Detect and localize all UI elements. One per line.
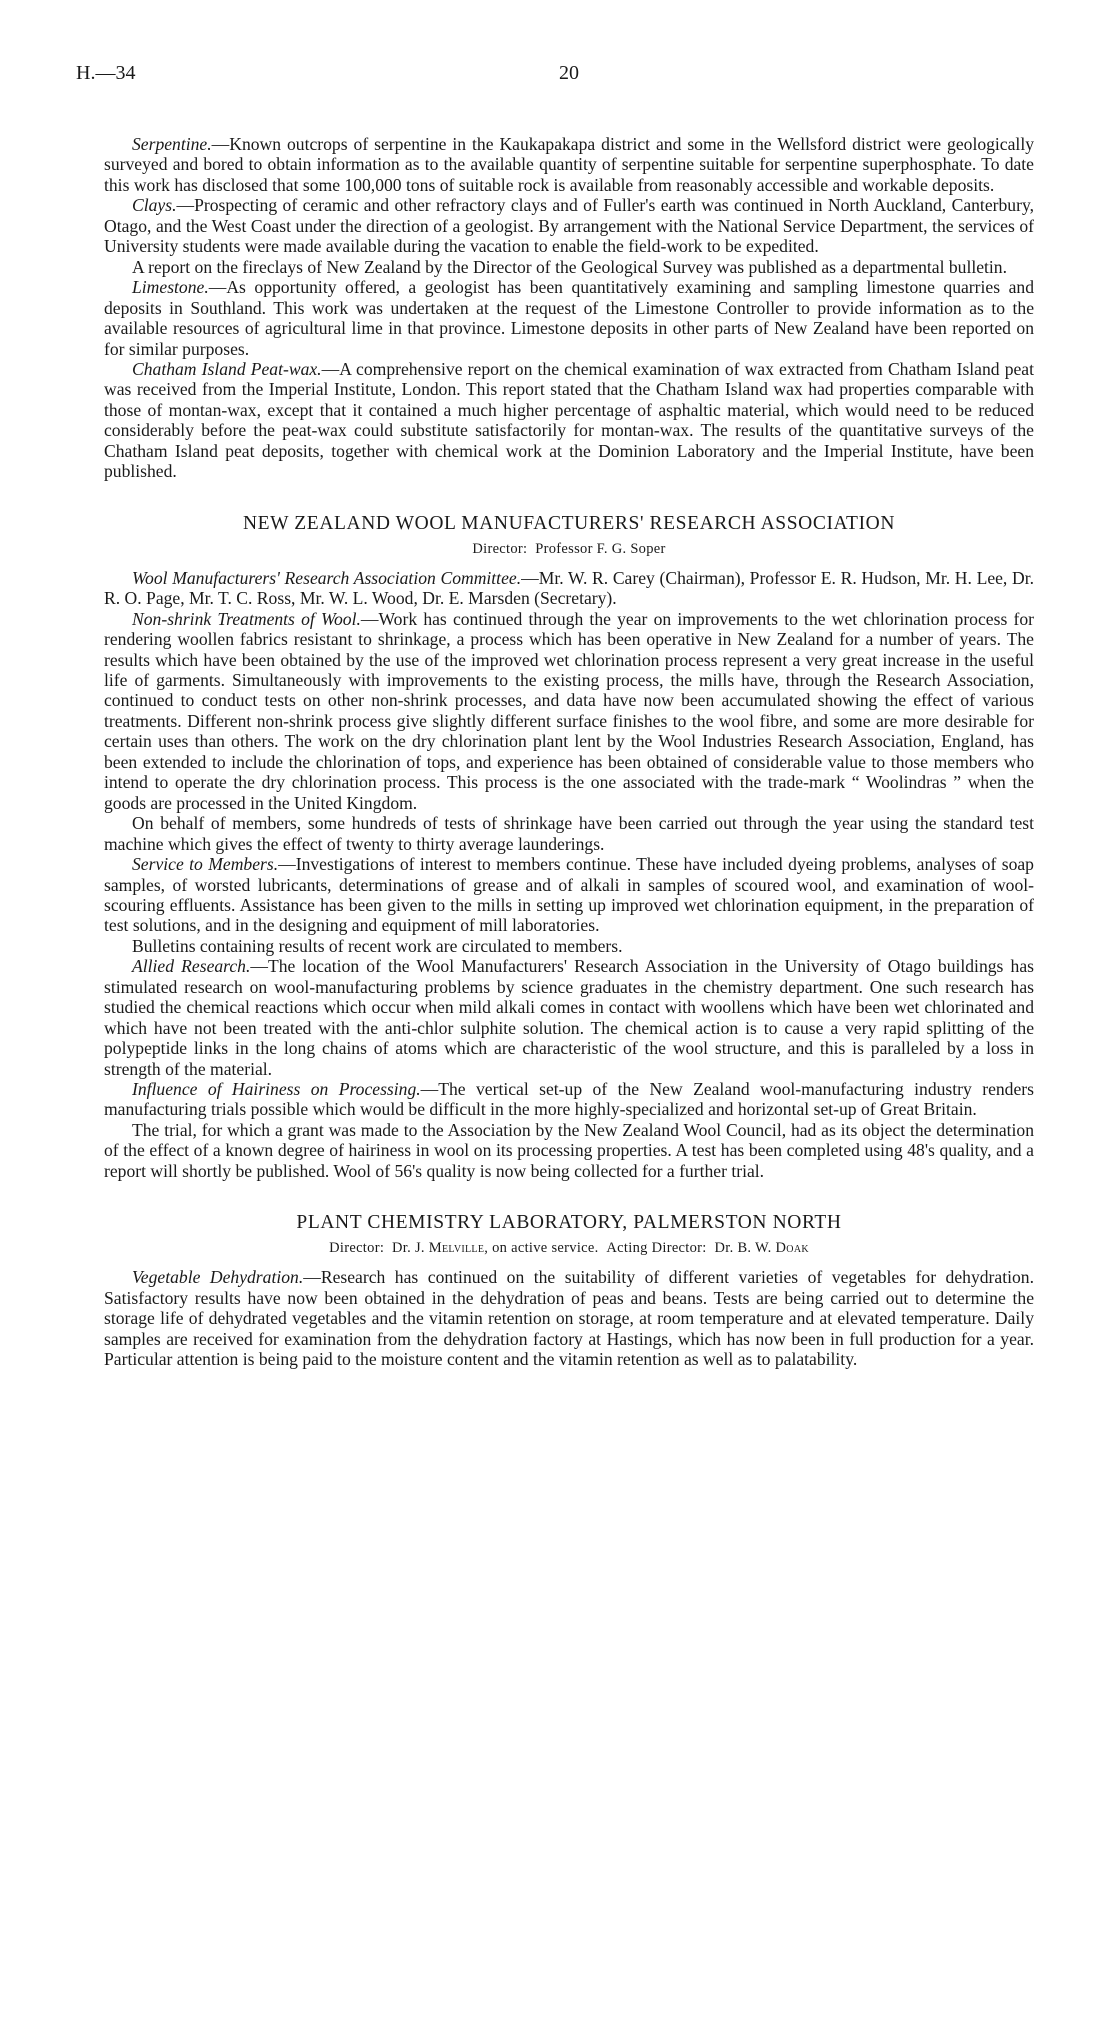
paragraph-fireclays-report — [104, 257, 1034, 277]
paragraph-non-shrink — [104, 609, 1034, 814]
paragraph-text: —Known outcrops of serpentine in the Kaukapakapa district and some in the Wellsford district were geologically surveyed and bored to obtain information as to the available quantity of serpentine suitable for serpentine superphosphate. To date this work has disclosed that some 100,000 tons of suitable rock is available from reasonably accessible and workable deposits. — [104, 134, 1034, 195]
paragraph-limestone — [104, 277, 1034, 359]
paragraph-bulletins — [104, 936, 1034, 956]
paragraph-committee — [104, 568, 1034, 609]
section-heading-plant-chemistry: PLANT CHEMISTRY LABORATORY, PALMERSTON NORTH — [296, 1212, 842, 1234]
paragraph-service-to-members — [104, 854, 1034, 936]
paragraph-lead: Limestone. — [132, 277, 209, 298]
paragraph-text: —A comprehensive report on the chemical examination of wax extracted from Chatham Island peat was received from the Imperial Institute, London. This report stated that the Chatham Island wax had properties comparable with those of montan-wax, except that it contained a much higher percentage of asphaltic material, which would need to be reduced considerably before the peat-wax could substitute satisfactorily for montan-wax. The results of the quantitative surveys of the Chatham Island peat deposits, together with chemical work at the Dominion Laboratory and the Imperial Institute, have been published. — [104, 358, 1035, 482]
acting-director-title: Dr. B. W. — [714, 1240, 772, 1257]
paragraph-lead: Service to Members. — [132, 854, 279, 875]
paragraph-text: —Prospecting of ceramic and other refractory clays and of Fuller's earth was continued in North Auckland, Canterbury, Otago, and the West Coast under the direction of a geologist. By arrangement with the National Service Department, the services of University students were made available during the vacation to enable the field-work to be expedited. — [104, 195, 1034, 257]
page-number: 20 — [559, 62, 579, 84]
paragraph-text: —Mr. W. R. Carey (Chairman), Professor E. R. Hudson, Mr. H. Lee, Dr. R. O. Page, Mr. T. C. Ross, Mr. W. L. Wood, Dr. E. Marsden (Secretary). — [104, 567, 1034, 609]
paragraph-lead: Non-shrink Treatments of Wool. — [132, 608, 361, 629]
paragraph-shrinkage-tests — [104, 813, 1034, 854]
director-label: Director: — [472, 540, 528, 557]
body-text — [104, 134, 1034, 1370]
paragraph-text: —Investigations of interest to members continue. These have included dyeing problems, analyses of soap samples, of worsted lubricants, determinations of grease and of alkali in samples of scoured wool, and examination of wool-scouring effluents. Assistance has been given to the mills in setting up improved wet chlorination equipment, in the preparation of test solutions, and in the designing and equipment of mill laboratories. — [104, 854, 1034, 936]
paragraph-allied-research — [104, 956, 1034, 1079]
paragraph-hairiness-trial — [104, 1120, 1034, 1181]
running-head — [76, 56, 1034, 90]
director-note: , on active service. — [484, 1240, 599, 1257]
paragraph-lead: Chatham Island Peat-wax. — [132, 358, 322, 379]
paragraph-lead: Vegetable Dehydration. — [132, 1267, 304, 1288]
paragraph-text: —The location of the Wool Manufacturers' Research Association in the University of Otago buildings has stimulated research on wool-manufacturing problems by science graduates in the chemistry department. One such research has studied the chemical reactions which occur when mild alkali comes in contact with woollens which have been wet chlorinated and which have not been treated with the anti-chlor sulphite solution. The chemical action is to cause a very rapid splitting of the polypeptide links in the long chains of atoms which are characteristic of the wool structure, and this is paralleled by a loss in strength of the material. — [104, 956, 1034, 1079]
paragraph-hairiness — [104, 1079, 1034, 1120]
paragraph-text: Bulletins containing results of recent work are circulated to members. — [132, 935, 623, 956]
paragraph-lead: Clays. — [132, 195, 177, 216]
paragraph-text: The trial, for which a grant was made to the Association by the New Zealand Wool Council, had as its object the determination of the effect of a known degree of hairiness in wool on its processing properties. A test has been completed using 48's quality, and a report will shortly be published. Wool of 56's quality is now being collected for a further trial. — [104, 1119, 1034, 1181]
document-reference: H.—34 — [76, 62, 136, 84]
paragraph-chatham-peat-wax — [104, 359, 1034, 482]
director-line-wool — [104, 538, 1034, 560]
paragraph-lead: Influence of Hairiness on Processing. — [132, 1079, 421, 1100]
paragraph-text: A report on the fireclays of New Zealand by the Director of the Geological Survey was published as a departmental bulletin. — [132, 256, 1008, 277]
paragraph-text: —As opportunity offered, a geologist has been quantitatively examining and sampling limestone quarries and deposits in Southland. This work was undertaken at the request of the Limestone Controller to provide information as to the available resources of agricultural lime in that province. Limestone deposits in other parts of New Zealand have been reported on for similar purposes. — [104, 277, 1034, 359]
director-name: Professor F. G. Soper — [535, 540, 666, 557]
paragraph-lead: Allied Research. — [132, 956, 251, 977]
paragraph-vegetable-dehydration — [104, 1267, 1034, 1369]
paragraph-text: On behalf of members, some hundreds of tests of shrinkage have been carried out through the year using the standard test machine which gives the effect of twenty to thirty average launderings. — [104, 813, 1034, 854]
director-label: Director: — [329, 1240, 385, 1257]
acting-director-label: Acting Director: — [606, 1240, 707, 1257]
director-line-plant — [104, 1237, 1034, 1259]
paragraph-lead: Wool Manufacturers' Research Association Committee. — [132, 567, 522, 588]
paragraph-text: —Work has continued through the year on improvements to the wet chlorination process for rendering woollen fabrics resistant to shrinkage, a process which has been operative in New Zealand for a number of years. The results which have been obtained by the use of the improved wet chlorination process represent a very great increase in the useful life of garments. Simultaneously with improvements to the existing process, the mills have, through the Research Association, continued to conduct tests on other non-shrink processes, and data have now been accumulated showing the effect of various treatments. Different non-shrink process give slightly different surface finishes to the wool fibre, and some are more desirable for certain uses than others. The work on the dry chlorination plant lent by the Wool Industries Research Association, England, has been extended to include the chlorination of tops, and experience has been obtained of considerable value to those members who intend to operate the dry chlorination process. This process is the one associated with the trade-mark “ Woolindras ” when the goods are processed in the United Kingdom. — [104, 608, 1034, 813]
paragraph-serpentine — [104, 134, 1034, 195]
paragraph-text: —Research has continued on the suitability of different varieties of vegetables for dehydration. Satisfactory results have now been obtained in the dehydration of peas and beans. Tests are being carried out to determine the storage life of dehydrated vegetables and the vitamin retention on storage, at room temperature and at elevated temperature. Daily samples are received for examination from the dehydration factory at Hastings, which has now been in full production for a year. Particular attention is being paid to the moisture content and the vitamin retention as well as to palatability. — [104, 1267, 1034, 1370]
director-surname: Melville — [428, 1240, 485, 1257]
director-title: Dr. J. — [392, 1240, 425, 1257]
acting-director-surname: Doak — [775, 1240, 809, 1257]
section-heading-wool-research: NEW ZEALAND WOOL MANUFACTURERS' RESEARCH ASSOCIATION — [242, 512, 896, 534]
paragraph-clays — [104, 195, 1034, 256]
paragraph-lead: Serpentine. — [132, 134, 212, 154]
paragraph-text: —The vertical set-up of the New Zealand wool-manufacturing industry renders manufacturing trials possible which would be difficult in the more highly-specialized and horizontal set-up of Great Britain. — [104, 1079, 1034, 1120]
